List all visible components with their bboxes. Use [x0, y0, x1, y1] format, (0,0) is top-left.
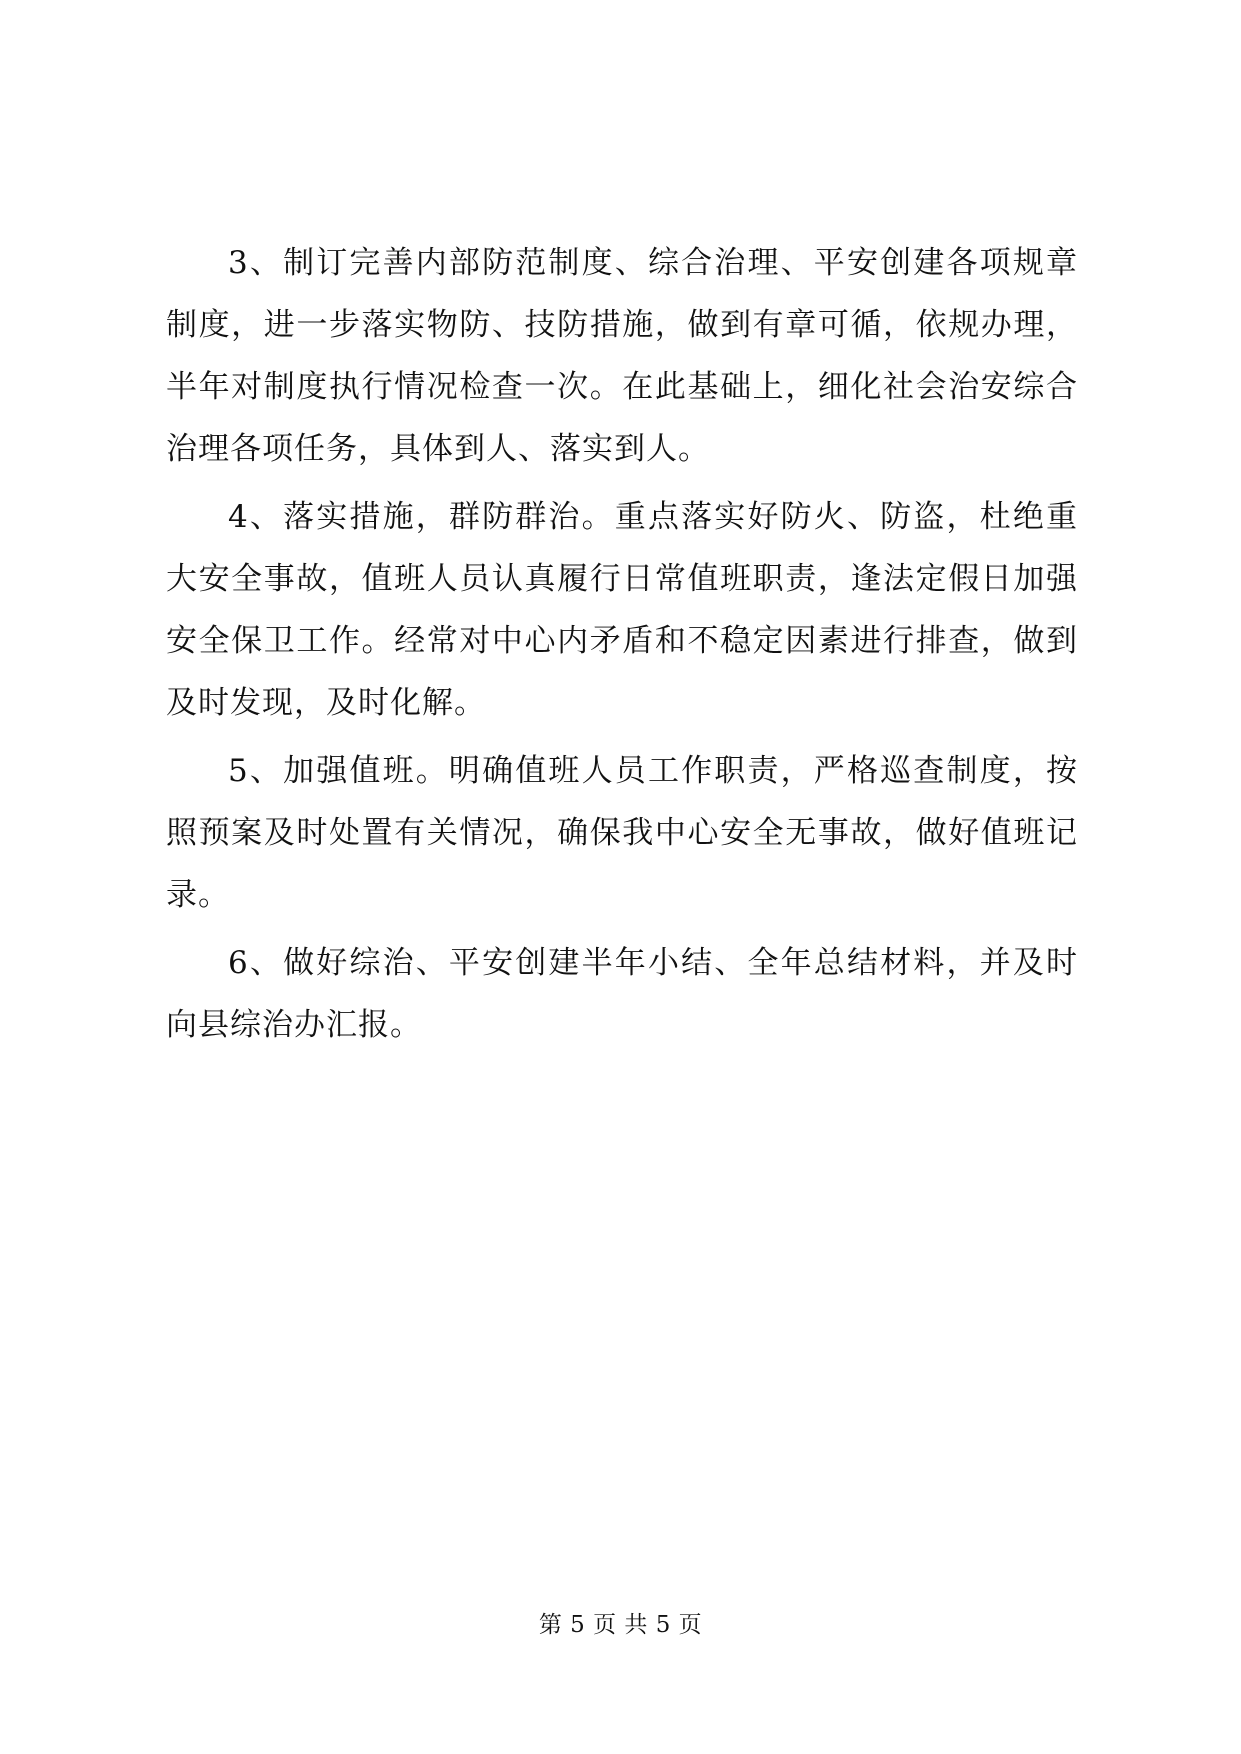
- page-number-footer: 第 5 页 共 5 页: [538, 1612, 703, 1638]
- paragraph-item-6: 6、做好综治、平安创建半年小结、全年总结材料，并及时向县综治办汇报。: [166, 945, 1078, 1043]
- document-body: [166, 232, 1078, 1062]
- paragraph-item-4: 4、落实措施，群防群治。重点落实好防火、防盗，杜绝重大安全事故，值班人员认真履行日常值班职责，逢法定假日加强安全保卫工作。经常对中心内矛盾和不稳定因素进行排查，做到及时发现，及时化解。: [166, 499, 1078, 721]
- paragraph-item-3: 3、制订完善内部防范制度、综合治理、平安创建各项规章制度，进一步落实物防、技防措施，做到有章可循，依规办理，半年对制度执行情况检查一次。在此基础上，细化社会治安综合治理各项任务，具体到人、落实到人。: [166, 245, 1078, 467]
- paragraph-item-5: 5、加强值班。明确值班人员工作职责，严格巡查制度，按照预案及时处置有关情况，确保我中心安全无事故，做好值班记录。: [166, 753, 1078, 913]
